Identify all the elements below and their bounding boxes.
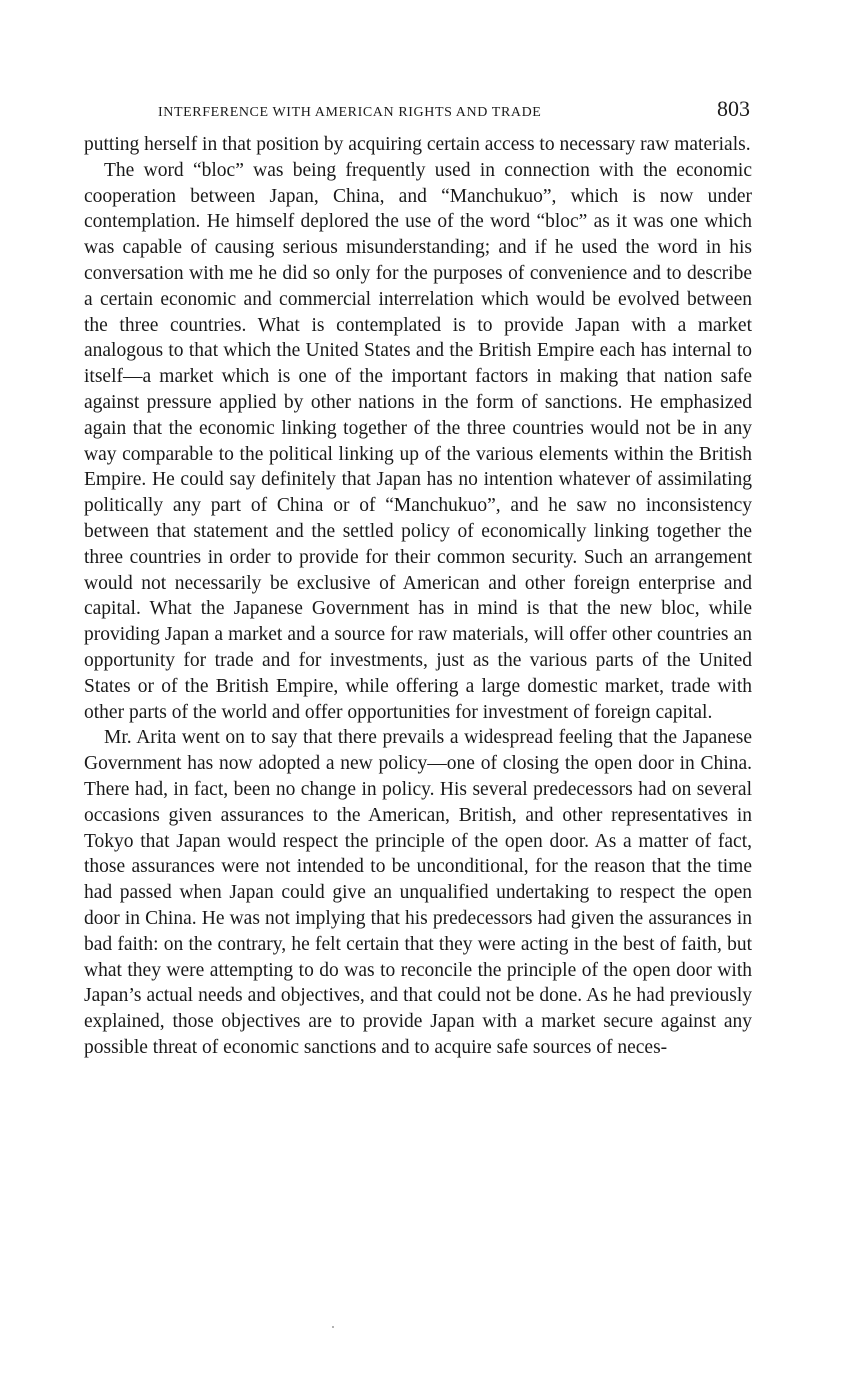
paragraph-arita: Mr. Arita went on to say that there prevails a widespread feeling that the Japanese Government has now adopted a new policy—one of closing the open door in China. There had, in fact, been no change in policy. His several predecessors had on several occasions given assurances to the American, British, and other representatives in Tokyo that Japan would respect the principle of the open door. As a matter of fact, those assurances were not intended to be unconditional, for the reason that the time had passed when Japan could give an unqualified undertaking to respect the open door in China. He was not implying that his predecessors had given the assurances in bad faith: on the contrary, he felt certain that they were acting in the best of faith, but what they were attempting to do was to reconcile the principle of the open door with Japan’s actual needs and objectives, and that could not be done. As he had previously explained, those objectives are to provide Japan with a market secure against any possible threat of economic sanctions and to acquire safe sources of neces- xyxy=(84,727,752,1058)
running-title: INTERFERENCE WITH AMERICAN RIGHTS AND TRADE xyxy=(158,105,542,120)
running-header xyxy=(84,96,752,132)
page-number: 803 xyxy=(717,96,750,121)
paragraph-continuation: putting herself in that position by acquiring certain access to necessary raw materials. xyxy=(84,134,751,155)
document-page xyxy=(84,96,752,1061)
page-speck xyxy=(332,1326,334,1328)
paragraph-bloc: The word “bloc” was being frequently used in connection with the economic cooperation between Japan, China, and “Manchukuo”, which is now under contemplation. He himself deplored the use of the word “bloc” as it was one which was capable of causing serious misunderstanding; and if he used the word in his conversation with me he did so only for the purposes of convenience and to describe a certain economic and commercial interrelation which would be evolved between the three countries. What is contemplated is to provide Japan with a market analogous to that which the United States and the British Empire each has internal to itself—a market which is one of the important factors in making that nation safe against pressure applied by other nations in the form of sanctions. He emphasized again that the economic linking together of the three countries would not be in any way comparable to the political linking up of the various elements within the British Empire. He could say definitely that Japan has no intention whatever of assimilating politically any part of China or of “Manchukuo”, and he saw no inconsistency between that statement and the settled policy of economically linking together the three countries in order to provide for their common security. Such an arrangement would not necessarily be exclusive of American and other foreign enterprise and capital. What the Japanese Government has in mind is that the new bloc, while providing Japan a market and a source for raw materials, will offer other countries an opportunity for trade and for investments, just as the various parts of the United States or of the British Empire, while offering a large domestic market, trade with other parts of the world and offer opportunities for investment of foreign capital. xyxy=(84,159,752,723)
body-text xyxy=(84,132,752,1061)
